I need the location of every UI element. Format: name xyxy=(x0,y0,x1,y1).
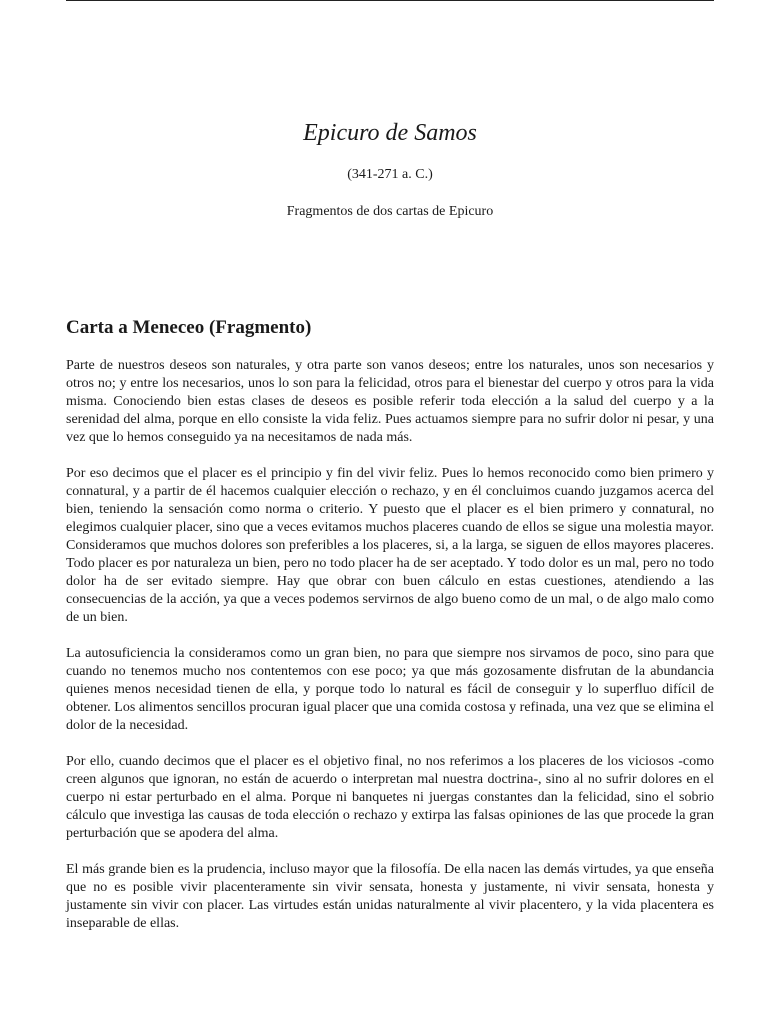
document-dates: (341-271 a. C.) xyxy=(347,167,433,182)
section-heading: Carta a Meneceo (Fragmento) xyxy=(66,317,312,338)
document-subtitle: Fragmentos de dos cartas de Epicuro xyxy=(286,204,494,219)
paragraph-3: La autosuficiencia la consideramos como un gran bien, no para que siempre nos sirvamos de poco, sino para que cuando no tenemos mucho nos contentemos con ese poco; ya que más gozosamente disfrutan de la abundancia quienes menos necesidad tienen de ella, y porque todo lo natural es fácil de conseguir y lo superfluo difícil de obtener. Los alimentos sencillos procuran igual placer que una comida costosa y refinada, una vez que se elimina el dolor de la necesidad. xyxy=(66,646,714,733)
document-title: Epicuro de Samos xyxy=(303,120,477,146)
paragraph-4: Por ello, cuando decimos que el placer es el objetivo final, no nos referimos a los placeres de los viciosos -como creen algunos que ignoran, no están de acuerdo o interpretan mal nuestra doctrina-, sino al no sufrir dolores en el cuerpo ni estar perturbado en el alma. Porque ni banquetes ni juergas constantes dan la felicidad, sino el sobrio cálculo que investiga las causas de toda elección o rechazo y extirpa las falsas opiniones de las que procede la gran perturbación que se apodera del alma. xyxy=(66,754,714,841)
document-body xyxy=(66,357,714,951)
paragraph-1: Parte de nuestros deseos son naturales, y otra parte son vanos deseos; entre los naturales, unos son necesarios y otros no; y entre los necesarios, unos lo son para la felicidad, otros para el bienestar del cuerpo y otros para la vida misma. Conociendo bien estas clases de deseos es posible referir toda elección a la salud del cuerpo y a la serenidad del alma, porque en ello consiste la vida feliz. Pues actuamos siempre para no sufrir dolor ni pesar, y una vez que lo hemos conseguido ya na necesitamos de nada más. xyxy=(66,358,714,445)
paragraph-2: Por eso decimos que el placer es el principio y fin del vivir feliz. Pues lo hemos reconocido como bien primero y connatural, y a partir de él hacemos cualquier elección o rechazo, y en él concluimos cuando juzgamos acerca del bien, teniendo la sensación como norma o criterio. Y puesto que el placer es el bien primero y connatural, no elegimos cualquier placer, sino que a veces evitamos muchos placeres cuando de ellos se sigue una molestia mayor. Consideramos que muchos dolores son preferibles a los placeres, si, a la larga, se siguen de ellos mayores placeres. Todo placer es por naturaleza un bien, pero no todo placer ha de ser aceptado. Y todo dolor es un mal, pero no todo dolor ha de ser evitado siempre. Hay que obrar con buen cálculo en estas cuestiones, atendiendo a las consecuencias de la acción, ya que a veces podemos servirnos de algo bueno como de un mal, o de algo malo como de un bien. xyxy=(66,466,714,625)
paragraph-5: El más grande bien es la prudencia, incluso mayor que la filosofía. De ella nacen las demás virtudes, ya que enseña que no es posible vivir placenteramente sin vivir sensata, honesta y justamente, ni vivir sensata, honesta y justamente sin vivir con placer. Las virtudes están unidas naturalmente al vivir placentero, y la vida placentera es inseparable de ellas. xyxy=(66,862,714,931)
top-rule xyxy=(66,0,714,1)
